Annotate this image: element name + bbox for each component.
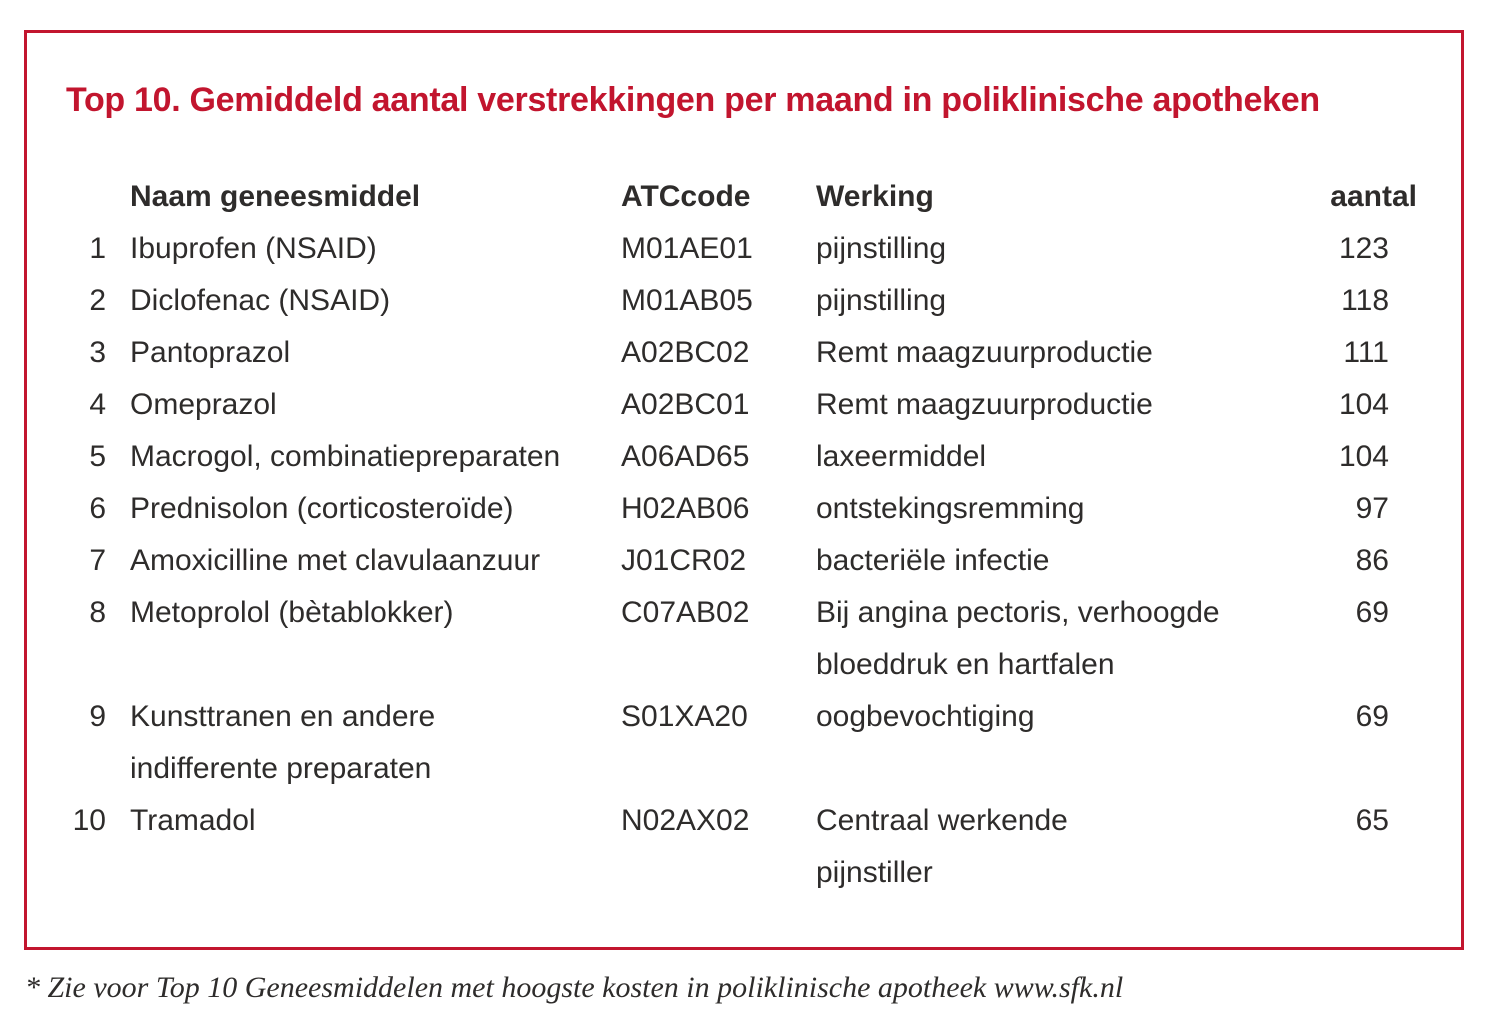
count: 86 — [1355, 544, 1389, 577]
table-frame — [24, 30, 1464, 950]
atc-code: M01AE01 — [621, 232, 753, 265]
effect: pijnstilling — [816, 284, 947, 317]
atc-code: A06AD65 — [621, 440, 750, 473]
atc-code: H02AB06 — [621, 492, 750, 525]
table-row — [60, 483, 1417, 535]
rank: 8 — [89, 596, 106, 629]
drug-name: Prednisolon (corticosteroïde) — [130, 492, 514, 525]
atc-code: A02BC02 — [621, 336, 750, 369]
page-title: Top 10. Gemiddeld aantal verstrekkingen per maand in poliklinische apotheken — [66, 81, 1320, 119]
table-row — [60, 275, 1417, 327]
rank: 6 — [89, 492, 106, 525]
drug-name: Metoprolol (bètablokker) — [130, 596, 454, 629]
atc-code: S01XA20 — [621, 700, 748, 733]
drug-name: Amoxicilline met clavulaanzuur — [130, 544, 541, 577]
table-row — [60, 327, 1417, 379]
drug-name: Ibuprofen (NSAID) — [130, 232, 377, 265]
count: 69 — [1355, 700, 1389, 733]
atc-code: C07AB02 — [621, 596, 750, 629]
table-row — [60, 431, 1417, 483]
effect: pijnstilling — [816, 232, 947, 265]
footnote: * Zie voor Top 10 Geneesmiddelen met hoogste kosten in poliklinische apotheek www.sfk.nl — [25, 971, 1124, 1004]
effect: Centraal werkende pijnstiller — [816, 804, 1068, 889]
count: 69 — [1355, 596, 1389, 629]
count: 111 — [1343, 336, 1389, 369]
header-effect: Werking — [816, 180, 934, 213]
drug-name: Tramadol — [130, 804, 256, 837]
count: 123 — [1338, 232, 1389, 265]
drug-name: Omeprazol — [130, 388, 277, 421]
header-rank — [60, 171, 106, 223]
header-count: aantal — [1330, 180, 1417, 213]
header-atc-code: ATCcode — [621, 180, 751, 213]
effect: ontstekingsremming — [816, 492, 1085, 525]
medications-table — [60, 171, 1417, 899]
rank: 2 — [89, 284, 106, 317]
effect: bacteriële infectie — [816, 544, 1050, 577]
rank: 10 — [72, 804, 106, 837]
count: 118 — [1341, 284, 1389, 317]
count: 104 — [1338, 388, 1389, 421]
table-row — [60, 795, 1417, 899]
count: 65 — [1355, 804, 1389, 837]
rank: 4 — [89, 388, 106, 421]
table-row — [60, 691, 1417, 795]
atc-code: M01AB05 — [621, 284, 753, 317]
table-row — [60, 587, 1417, 691]
effect: oogbevochtiging — [816, 700, 1035, 733]
drug-name: Macrogol, combinatiepreparaten — [130, 440, 561, 473]
atc-code: A02BC01 — [621, 388, 750, 421]
drug-name: Kunsttranen en andere indifferente preparaten — [130, 700, 436, 785]
rank: 5 — [89, 440, 106, 473]
table-row — [60, 223, 1417, 275]
effect: Remt maagzuurproductie — [816, 336, 1153, 369]
drug-name: Pantoprazol — [130, 336, 291, 369]
rank: 7 — [89, 544, 106, 577]
table-row — [60, 535, 1417, 587]
atc-code: J01CR02 — [621, 544, 747, 577]
table-row — [60, 379, 1417, 431]
drug-name: Diclofenac (NSAID) — [130, 284, 391, 317]
rank: 9 — [89, 700, 106, 733]
count: 97 — [1355, 492, 1389, 525]
effect: laxeermiddel — [816, 440, 987, 473]
header-drug-name: Naam geneesmiddel — [130, 180, 421, 213]
rank: 1 — [89, 232, 106, 265]
effect: Remt maagzuurproductie — [816, 388, 1153, 421]
count: 104 — [1338, 440, 1389, 473]
rank: 3 — [89, 336, 106, 369]
atc-code: N02AX02 — [621, 804, 750, 837]
table-header-row — [60, 171, 1417, 223]
effect: Bij angina pectoris, verhoogde bloeddruk en hartfalen — [816, 596, 1220, 681]
